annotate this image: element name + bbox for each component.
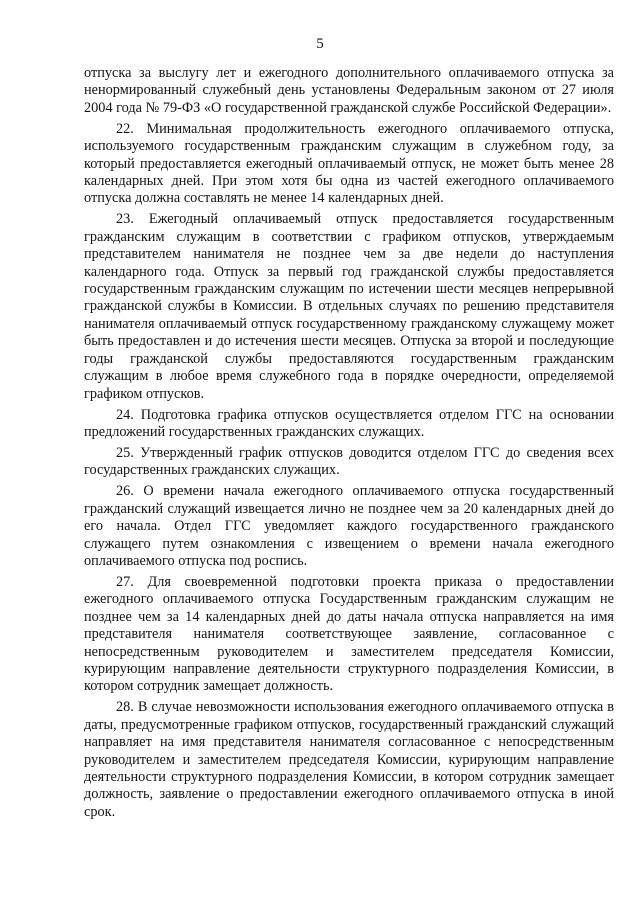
paragraph-26: 26. О времени начала ежегодного оплачиваемого отпуска государственный гражданский служащий извещается лично не позднее чем за 20 календарных дней до его начала. Отдел ГГС уведомляет каждого государственного гражданского служащего путем ознакомления с извещением о времени начала ежегодного оплачиваемого отпуска под роспись.: [84, 483, 614, 569]
paragraph-27: 27. Для своевременной подготовки проекта приказа о предоставлении ежегодного оплачиваемого отпуска Государственным гражданским служащим не позднее чем за 14 календарных дней до даты начала отпуска направляется на имя представителя нанимателя соответствующее заявление, согласованное с непосредственным руководителем и заместителем председателя Комиссии, курирующим направление деятельности структурного подразделения Комиссии, в котором сотрудник замещает должность.: [84, 573, 614, 695]
paragraph-continuation: отпуска за выслугу лет и ежегодного дополнительного оплачиваемого отпуска за ненормированный служебный день установлены Федеральным законом от 27 июля 2004 года № 79-ФЗ «О государственной гражданской службе Российской Федерации».: [84, 65, 614, 116]
page-number: 5: [316, 36, 324, 52]
paragraph-28: 28. В случае невозможности использования ежегодного оплачиваемого отпуска в даты, предусмотренные графиком отпусков, государственный гражданский служащий направляет на имя представителя нанимателя согласованное с непосредственным руководителем и заместителем председателя Комиссии, курирующим направление деятельности структурного подразделения Комиссии, в котором сотрудник замещает должность, заявление о предоставлении ежегодного оплачиваемого отпуска в иной срок.: [84, 699, 614, 820]
document-body: [84, 65, 614, 825]
paragraph-25: 25. Утвержденный график отпусков доводится отделом ГГС до сведения всех государственных гражданских служащих.: [84, 444, 614, 479]
paragraph-23: 23. Ежегодный оплачиваемый отпуск предоставляется государственным гражданским служащим в соответствии с графиком отпусков, утверждаемым представителем нанимателя не позднее чем за две недели до наступления календарного года. Отпуск за первый год гражданской службы предоставляется государственным гражданским служащим по истечении шести месяцев непрерывной гражданской службы в Комиссии. В отдельных случаях по решению представителя нанимателя оплачиваемый отпуск государственному гражданскому служащему может быть предоставлен и до истечения шести месяцев. Отпуска за второй и последующие годы гражданской службы предоставляются государственным гражданским служащим в любое время служебного года в порядке очередности, определяемой графиком отпусков.: [84, 211, 614, 402]
paragraph-24: 24. Подготовка графика отпусков осуществляется отделом ГГС на основании предложений государственных гражданских служащих.: [84, 406, 614, 440]
paragraph-22: 22. Минимальная продолжительность ежегодного оплачиваемого отпуска, используемого государственным гражданским служащим в служебном году, за который предоставляется ежегодный оплачиваемый отпуск, не может быть менее 28 календарных дней. При этом хотя бы одна из частей ежегодного оплачиваемого отпуска должна составлять не менее 14 календарных дней.: [84, 120, 614, 207]
